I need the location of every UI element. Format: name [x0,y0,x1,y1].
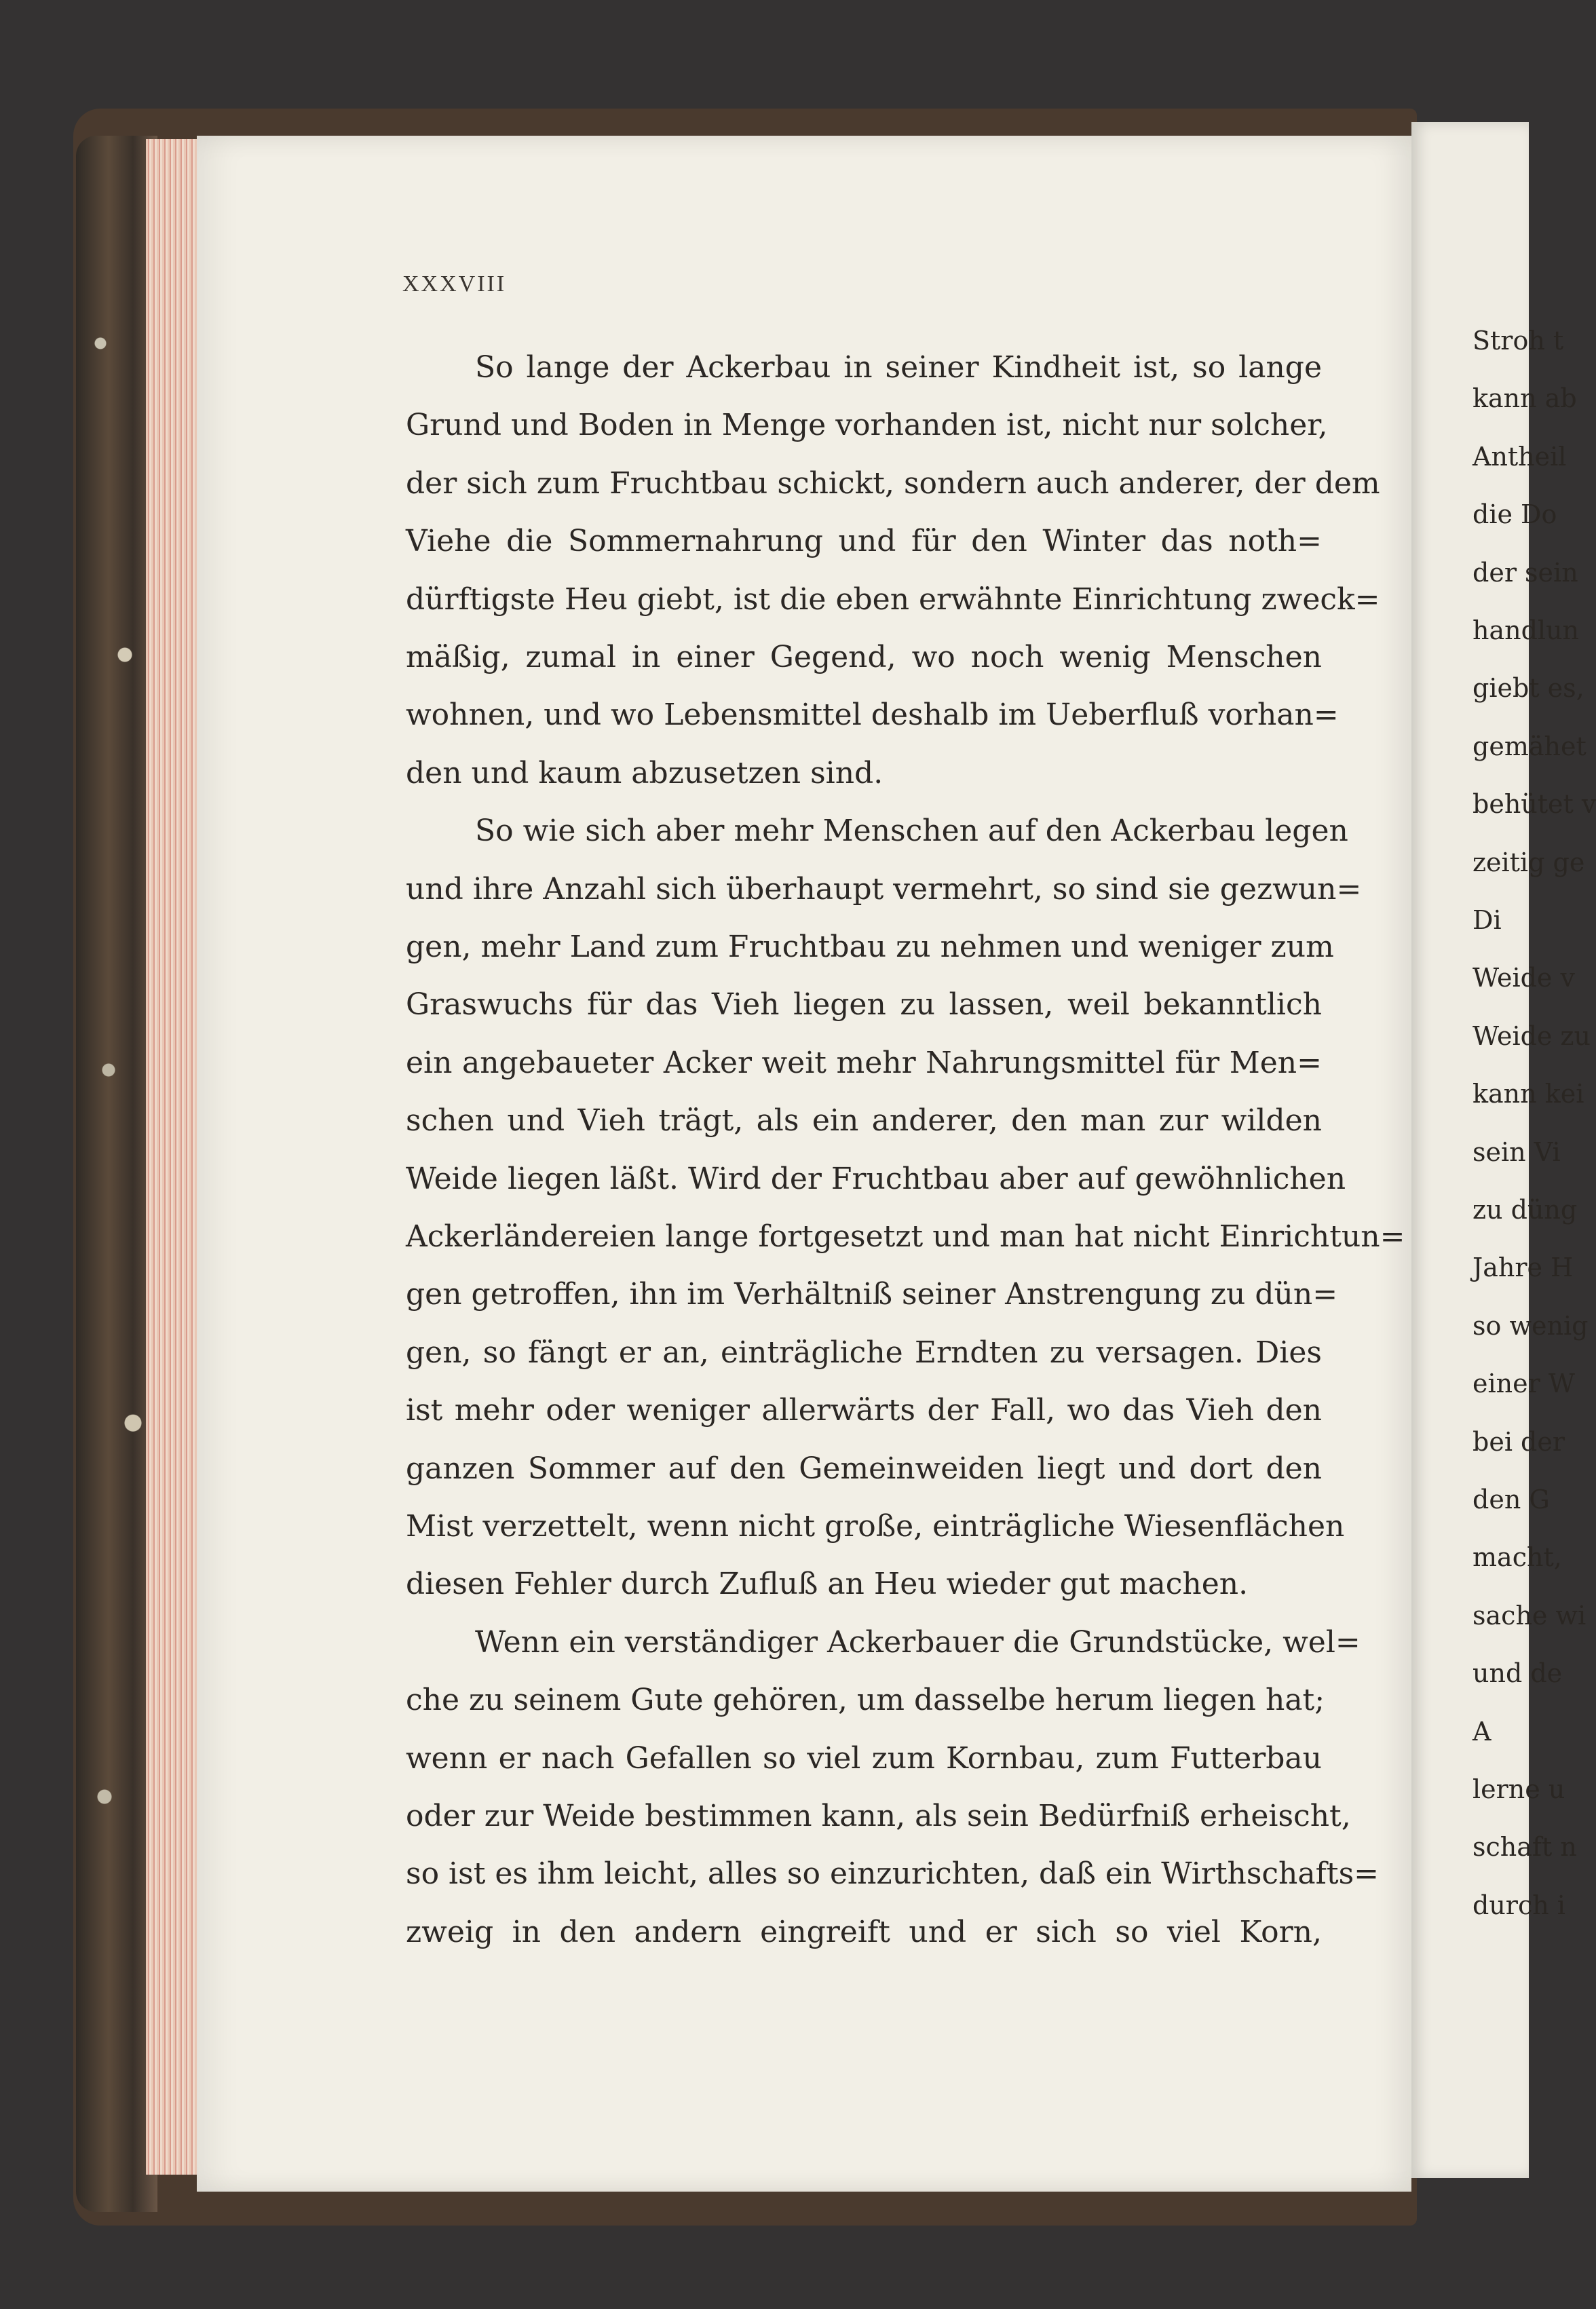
right-page-text-fragment: schaft n [1472,1832,1577,1862]
right-page-text-fragment: Di [1472,905,1502,935]
right-page-text-fragment: zu düng [1472,1195,1578,1225]
right-page-text-fragment: und de [1472,1658,1563,1688]
page-edges [146,139,204,2175]
text-line: So lange der Ackerbau in seiner Kindheit ist, so lange [475,350,1322,385]
text-line: ist mehr oder weniger allerwärts der Fall, wo das Vieh den [406,1393,1322,1428]
text-line: Viehe die Sommernahrung und für den Winter das noth= [406,524,1322,558]
marbled-cover-edge [76,136,157,2212]
right-page-text-fragment: kann kei [1472,1079,1584,1109]
right-page-text-fragment: gemähet [1472,731,1586,761]
text-line: diesen Fehler durch Zufluß an Heu wieder gut machen. [406,1567,1249,1601]
text-line: ein angebaueter Acker weit mehr Nahrungsmittel für Men= [406,1046,1322,1080]
text-line: Weide liegen läßt. Wird der Fruchtbau aber auf gewöhnlichen [406,1162,1346,1196]
text-line: So wie sich aber mehr Menschen auf den Ackerbau legen [475,814,1348,848]
text-line: den und kaum abzusetzen sind. [406,756,884,790]
page-number: XXXVIII [402,271,507,297]
right-page-text-fragment: Stroh t [1472,326,1564,356]
right-page-text-fragment: einer W [1472,1369,1575,1398]
right-page-text-fragment: Jahre H [1472,1253,1574,1282]
right-page-text-fragment: sache wi [1472,1601,1586,1630]
text-line: che zu seinem Gute gehören, um dasselbe herum liegen hat; [406,1683,1325,1717]
text-line: und ihre Anzahl sich überhaupt vermehrt, so sind sie gezwun= [406,872,1362,907]
right-page-text-fragment: die Do [1472,499,1557,529]
text-line: Wenn ein verständiger Ackerbauer die Grundstücke, wel= [475,1625,1361,1660]
right-page-text-fragment: durch i [1472,1890,1565,1920]
text-line: dürftigste Heu giebt, ist die eben erwähnte Einrichtung zweck= [406,582,1380,617]
right-page-text-fragment: bei der [1472,1427,1565,1457]
right-page-text-fragment: den G [1472,1485,1550,1514]
right-page-text-fragment: lerne u [1472,1774,1565,1804]
right-page-text-fragment: kann ab [1472,383,1577,413]
right-page-text-fragment: A [1472,1717,1492,1747]
text-line: gen getroffen, ihn im Verhältniß seiner Anstrengung zu dün= [406,1277,1338,1312]
right-page-text-fragment: handlun [1472,615,1580,645]
right-page-text-fragment: giebt es, [1472,673,1584,703]
text-line: ganzen Sommer auf den Gemeinweiden liegt und dort den [406,1451,1322,1486]
text-line: wenn er nach Gefallen so viel zum Kornbau, zum Futterbau [406,1741,1322,1776]
text-line: so ist es ihm leicht, alles so einzurichten, daß ein Wirthschafts= [406,1856,1380,1891]
text-line: der sich zum Fruchtbau schickt, sondern auch anderer, der dem [406,466,1380,501]
text-line: Graswuchs für das Vieh liegen zu lassen, weil bekanntlich [406,987,1322,1022]
text-line: mäßig, zumal in einer Gegend, wo noch wenig Menschen [406,640,1322,674]
right-page-text-fragment: sein Vi [1472,1137,1561,1167]
right-page-text-fragment: macht, [1472,1542,1562,1572]
text-line: Ackerländereien lange fortgesetzt und man hat nicht Einrichtun= [406,1219,1405,1254]
text-line: Mist verzettelt, wenn nicht große, einträgliche Wiesenflächen [406,1509,1345,1544]
text-line: gen, so fängt er an, einträgliche Erndten zu versagen. Dies [406,1335,1322,1370]
text-line: oder zur Weide bestimmen kann, als sein Bedürfniß erheischt, [406,1799,1351,1833]
text-line: wohnen, und wo Lebensmittel deshalb im Ueberfluß vorhan= [406,698,1339,732]
right-page-text-fragment: behütet v [1472,789,1596,819]
right-page-text-fragment: zeitig ge [1472,847,1585,877]
right-page-text-fragment: Antheil [1472,442,1567,472]
text-line: gen, mehr Land zum Fruchtbau zu nehmen und weniger zum [406,930,1334,964]
right-page-text-fragment: Weide zu [1472,1021,1591,1051]
text-line: zweig in den andern eingreift und er sich so viel Korn, [406,1915,1322,1949]
right-page-text-fragment: Weide v [1472,963,1575,993]
right-page-text-fragment: so wenig [1472,1311,1589,1341]
text-line: schen und Vieh trägt, als ein anderer, den man zur wilden [406,1103,1322,1138]
right-page-text-fragment: der sein [1472,558,1578,588]
text-line: Grund und Boden in Menge vorhanden ist, nicht nur solcher, [406,408,1328,442]
right-page-fragment [1411,122,1596,2178]
